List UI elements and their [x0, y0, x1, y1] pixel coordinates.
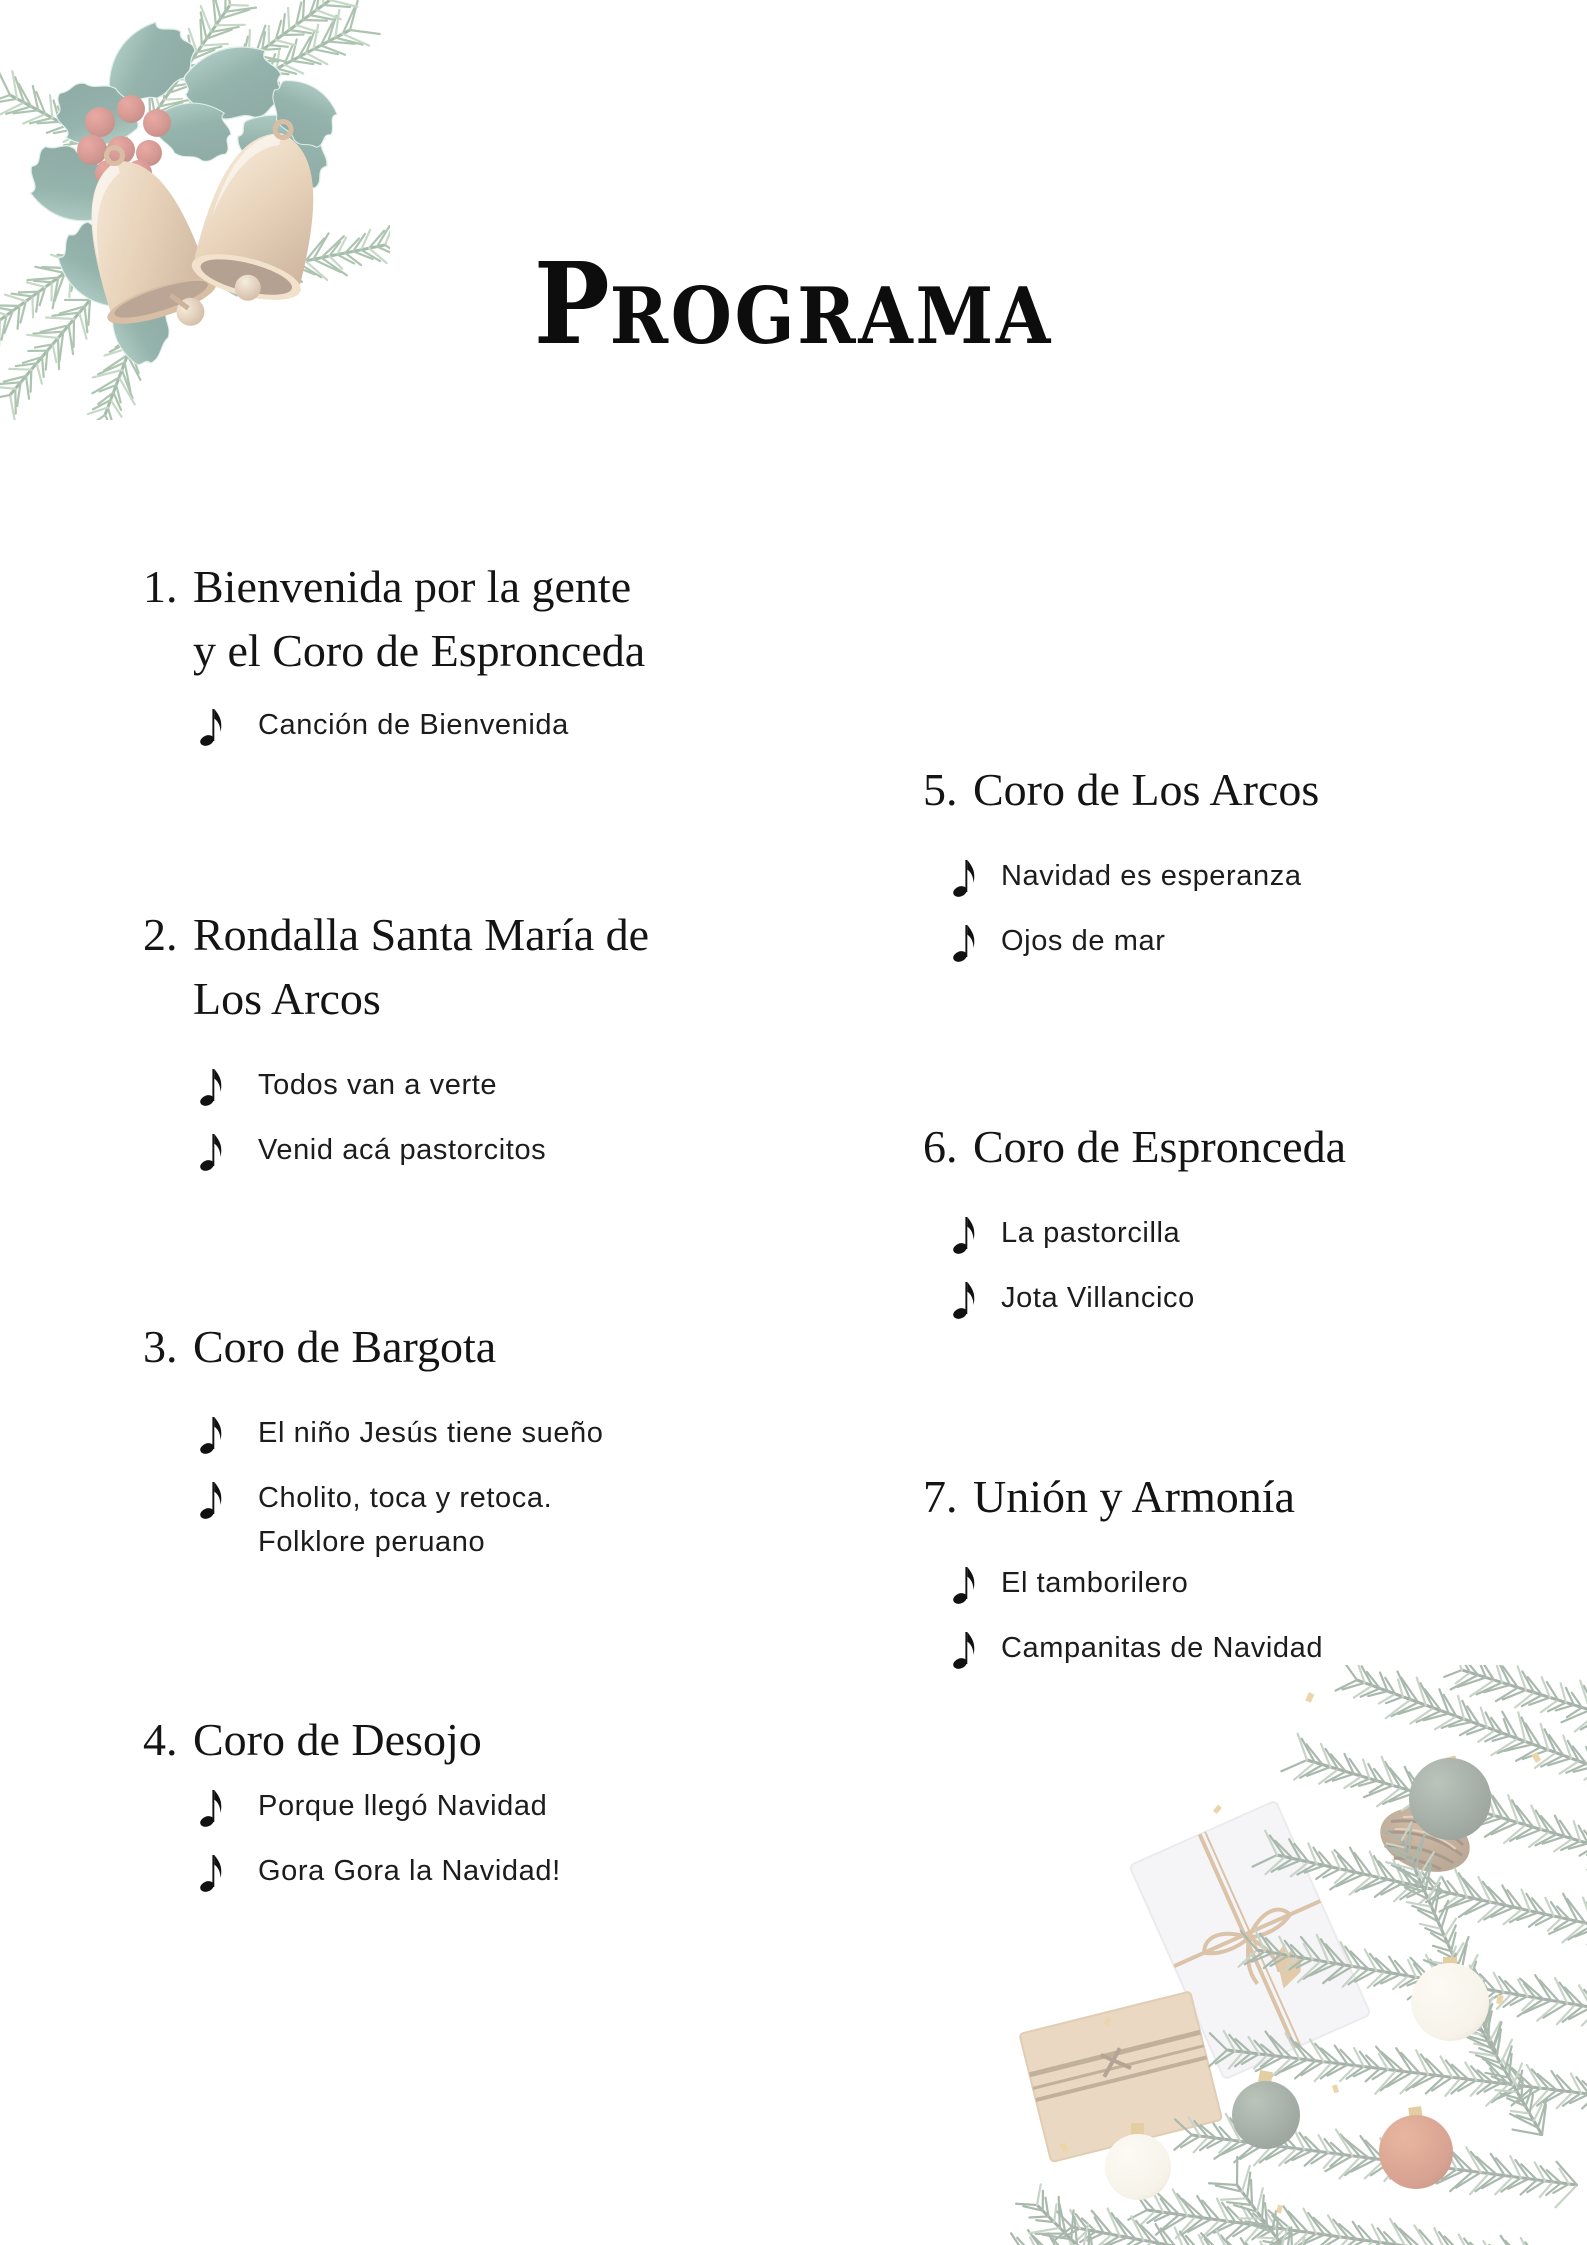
eighth-note-icon [953, 1562, 975, 1606]
heading-line: Los Arcos [193, 973, 381, 1024]
program-section [143, 1708, 791, 1914]
song-list [923, 1561, 1523, 1671]
section-number: 5. [923, 764, 958, 815]
section-heading-text [973, 1465, 1523, 1529]
song-title-line: Canción de Bienvenida [258, 709, 569, 741]
section-number: 6. [923, 1121, 958, 1172]
song-item [923, 854, 1523, 899]
song-title [258, 1849, 561, 1893]
eighth-note-icon [953, 855, 975, 899]
section-heading-text [193, 903, 791, 1031]
song-title-line: Ojos de mar [1001, 925, 1166, 957]
title-initial: P [533, 239, 610, 370]
section-number: 3. [143, 1321, 178, 1372]
program-section [143, 1315, 791, 1584]
eighth-note-icon [200, 1850, 222, 1894]
section-heading [923, 1115, 1523, 1179]
section-heading-text [193, 1315, 791, 1379]
section-heading [923, 1465, 1523, 1529]
song-title-line: Cholito, toca y retoca. [258, 1482, 553, 1514]
program-section [923, 1465, 1523, 1691]
song-title-line: El tamborilero [1001, 1567, 1189, 1599]
song-title [258, 1411, 604, 1455]
section-heading [923, 758, 1523, 822]
song-title [1001, 1626, 1323, 1670]
section-heading-text [973, 758, 1523, 822]
song-title-line: Campanitas de Navidad [1001, 1632, 1324, 1664]
bauble-red [1379, 2106, 1453, 2189]
eighth-note-icon [200, 1412, 222, 1456]
title-rest: ROGRAMA [609, 271, 1054, 362]
eighth-note-icon [953, 1277, 975, 1321]
song-title [258, 1128, 546, 1172]
heading-line: y el Coro de Espronceda [193, 625, 646, 676]
section-number: 2. [143, 909, 178, 960]
song-item [143, 1128, 791, 1173]
section-heading [143, 1708, 791, 1772]
heading-line: Coro de Espronceda [973, 1121, 1346, 1172]
song-title-line: Venid acá pastorcitos [258, 1134, 547, 1166]
eighth-note-icon [200, 1129, 222, 1173]
section-heading-text [193, 555, 791, 683]
pine-branch-ornaments-illustration [977, 1665, 1587, 2245]
song-title-line: El niño Jesús tiene sueño [258, 1417, 604, 1449]
song-title [1001, 1211, 1180, 1255]
program-section [923, 1115, 1523, 1341]
section-number: 1. [143, 561, 178, 612]
bauble-dark-green-small [1232, 2070, 1300, 2149]
page-title [79, 239, 1507, 374]
section-number: 7. [923, 1471, 958, 1522]
song-title-line: Navidad es esperanza [1001, 860, 1302, 892]
song-title [1001, 1276, 1195, 1320]
eighth-note-icon [200, 1064, 222, 1108]
song-title-line: Porque llegó Navidad [258, 1790, 548, 1822]
heading-line: Bienvenida por la gente [193, 561, 632, 612]
section-heading [143, 903, 791, 1031]
song-item [143, 1784, 791, 1829]
song-item [143, 1063, 791, 1108]
song-title [1001, 1561, 1188, 1605]
song-item [923, 1276, 1523, 1321]
song-list [923, 1211, 1523, 1321]
eighth-note-icon [200, 1477, 222, 1521]
song-title-line: Jota Villancico [1001, 1282, 1195, 1314]
heading-line: Coro de Desojo [193, 1714, 482, 1765]
eighth-note-icon [200, 1785, 222, 1829]
song-item [923, 1561, 1523, 1606]
song-item [143, 1476, 791, 1564]
song-title-line: Folklore peruano [258, 1526, 486, 1558]
eighth-note-icon [953, 1627, 975, 1671]
song-list [923, 854, 1523, 964]
song-item [143, 1849, 791, 1894]
bauble-dark-green [1409, 1755, 1491, 1840]
program-section [923, 758, 1523, 984]
section-heading [143, 555, 791, 683]
song-list [143, 1063, 791, 1173]
song-list [143, 1784, 791, 1894]
eighth-note-icon [200, 704, 222, 748]
program-section [143, 903, 791, 1193]
song-item [923, 1211, 1523, 1256]
song-item [143, 703, 791, 748]
heading-line: Coro de Bargota [193, 1321, 497, 1372]
song-title-line: Gora Gora la Navidad! [258, 1855, 561, 1887]
heading-line: Coro de Los Arcos [973, 764, 1320, 815]
section-heading-text [193, 1708, 791, 1772]
song-title-line: La pastorcilla [1001, 1217, 1181, 1249]
song-title [258, 1476, 552, 1564]
song-title-line: Todos van a verte [258, 1069, 498, 1101]
song-item [143, 1411, 791, 1456]
song-title [258, 1063, 497, 1107]
section-number: 4. [143, 1714, 178, 1765]
heading-line: Unión y Armonía [973, 1471, 1295, 1522]
section-heading-text [973, 1115, 1523, 1179]
song-title [1001, 919, 1166, 963]
song-title [258, 703, 569, 747]
eighth-note-icon [953, 920, 975, 964]
section-heading [143, 1315, 791, 1379]
eighth-note-icon [953, 1212, 975, 1256]
program-section [143, 555, 791, 768]
song-title [258, 1784, 547, 1828]
song-list [143, 1411, 791, 1564]
song-list [143, 703, 791, 748]
heading-line: Rondalla Santa María de [193, 909, 650, 960]
song-title [1001, 854, 1302, 898]
song-item [923, 919, 1523, 964]
